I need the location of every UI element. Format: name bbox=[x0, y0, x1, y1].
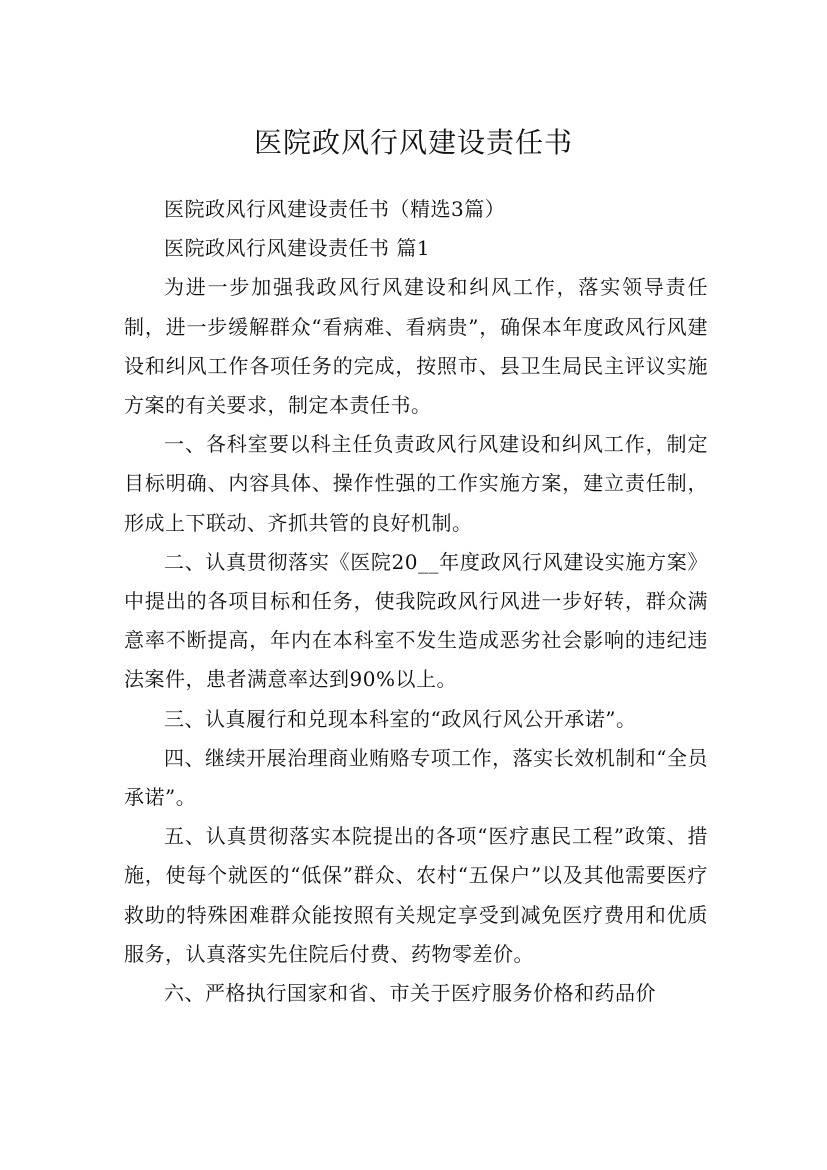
clause-4-paragraph: 四、继续开展治理商业贿赂专项工作，落实长效机制和“全员承诺”。 bbox=[124, 745, 708, 810]
collection-heading: 医院政风行风建设责任书（精选3篇） bbox=[164, 197, 506, 221]
section-heading: 医院政风行风建设责任书 篇1 bbox=[164, 236, 431, 261]
clause-5-paragraph: 五、认真贯彻落实本院提出的各项“医疗惠民工程”政策、措施，使每个就医的“低保”群众、农村“五保户”以及其他需要医疗救助的特殊困难群众能按照有关规定享受到减免医疗费用和优质服务，认真落实先住院后付费、药物零差价。 bbox=[124, 824, 708, 966]
clause-1-paragraph: 一、各科室要以科主任负责政风行风建设和纠风工作，制定目标明确、内容具体、操作性强的工作实施方案，建立责任制，形成上下联动、齐抓共管的良好机制。 bbox=[124, 432, 708, 535]
clause-3-paragraph: 三、认真履行和兑现本科室的“政风行风公开承诺”。 bbox=[164, 706, 637, 731]
clause-2-paragraph: 二、认真贯彻落实《医院20__年度政风行风建设实施方案》中提出的各项目标和任务，使我院政风行风进一步好转，群众满意率不断提高，年内在本科室不发生造成恶劣社会影响的违纪违法案件，患者满意率达到90%以上。 bbox=[124, 549, 708, 692]
document-title: 医院政风行风建设责任书 bbox=[253, 125, 573, 159]
clause-6-paragraph: 六、严格执行国家和省、市关于医疗服务价格和药品价 bbox=[164, 981, 656, 1006]
intro-paragraph: 为进一步加强我政风行风建设和纠风工作，落实领导责任制，进一步缓解群众“看病难、看病贵”，确保本年度政风行风建设和纠风工作各项任务的完成，按照市、县卫生局民主评议实施方案的有关要求，制定本责任书。 bbox=[124, 275, 708, 418]
document-body bbox=[124, 190, 708, 1013]
